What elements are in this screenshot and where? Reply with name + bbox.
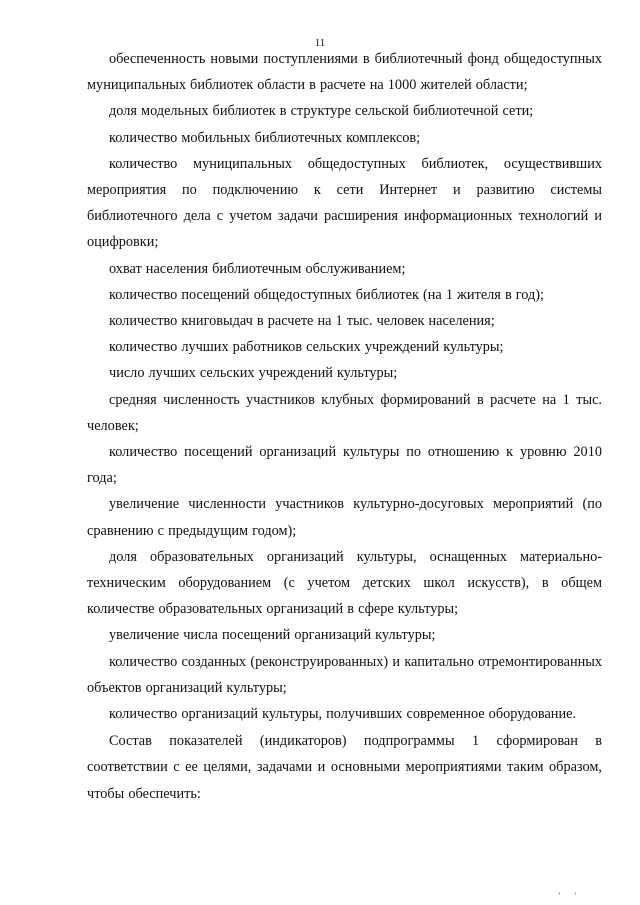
indicator-item: число лучших сельских учреждений культуры; — [109, 365, 398, 382]
indicator-item: количество книговыдач в расчете на 1 тыс. человек населения; — [109, 313, 495, 330]
indicator-item: обеспеченность новыми поступлениями в библиотечный фонд общедоступных муниципальных библиотек области в расчете на 1000 жителей области; — [87, 51, 602, 94]
scan-corner-mark: ' ' — [558, 891, 582, 901]
indicator-item: количество созданных (реконструированных) и капитально отремонтированных объектов организаций культуры; — [87, 653, 602, 696]
indicator-item: количество посещений общедоступных библиотек (на 1 жителя в год); — [109, 286, 545, 303]
indicator-item: увеличение числа посещений организаций культуры; — [109, 627, 436, 644]
indicator-item: количество организаций культуры, получивших современное оборудование. — [109, 706, 577, 723]
indicator-item: доля образовательных организаций культуры, оснащенных материально-техническим оборудованием (с учетом детских школ искусств), в общем количестве образовательных организаций в сфере культуры; — [87, 548, 602, 618]
indicator-item: количество муниципальных общедоступных библиотек, осуществивших мероприятия по подключению к сети Интернет и развитию системы библиотечного дела с учетом задачи расширения информационных технологий и оцифровки; — [87, 155, 602, 251]
indicator-item: доля модельных библиотек в структуре сельской библиотечной сети; — [109, 103, 534, 120]
indicator-item: увеличение численности участников культурно-досуговых мероприятий (по сравнению с предыдущим годом); — [87, 496, 602, 539]
summary-paragraph: Состав показателей (индикаторов) подпрограммы 1 сформирован в соответствии с ее целями, задачами и основными мероприятиями таким образом, чтобы обеспечить: — [87, 733, 602, 802]
page-number: 11 — [314, 37, 326, 49]
indicator-item: средняя численность участников клубных формирований в расчете на 1 тыс. человек; — [87, 391, 602, 434]
indicator-item: количество лучших работников сельских учреждений культуры; — [109, 339, 504, 356]
indicator-item: охват населения библиотечным обслуживанием; — [109, 260, 406, 277]
document-body — [87, 46, 602, 807]
indicator-item: количество мобильных библиотечных комплексов; — [109, 129, 421, 146]
indicator-item: количество посещений организаций культуры по отношению к уровню 2010 года; — [87, 444, 602, 487]
